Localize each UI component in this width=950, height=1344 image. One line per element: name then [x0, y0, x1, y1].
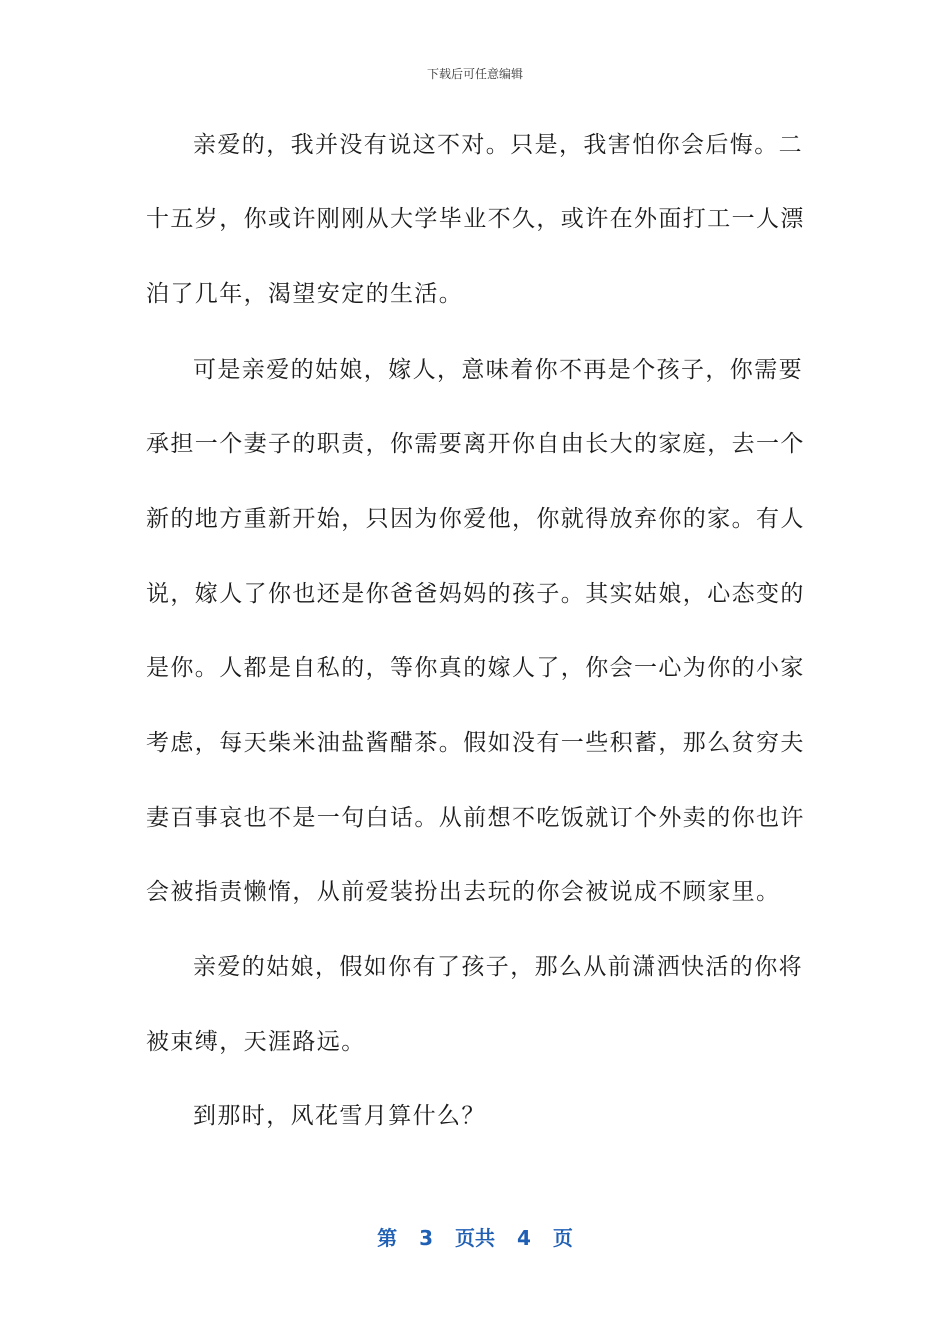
paragraph-line: 承担一个妻子的职责，你需要离开你自由长大的家庭，去一个 [146, 431, 805, 457]
page-header: 下载后可任意编辑 [426, 67, 523, 81]
paragraph-line: 说，嫁人了你也还是你爸爸妈妈的孩子。其实姑娘，心态变的 [146, 581, 805, 607]
paragraph-line: 可是亲爱的姑娘，嫁人，意味着你不再是个孩子，你需要 [193, 357, 803, 383]
footer-label-of: 页共 [455, 1226, 495, 1250]
page-footer [0, 1224, 950, 1252]
paragraph-line: 会被指责懒惰，从前爱装扮出去玩的你会被说成不顾家里。 [146, 879, 781, 905]
footer-label-page: 第 [377, 1226, 398, 1250]
paragraph-line: 到那时，风花雪月算什么？ [193, 1103, 486, 1129]
footer-current-page: 3 [419, 1226, 433, 1250]
paragraph-line: 被束缚，天涯路远。 [146, 1029, 366, 1055]
paragraph-line: 亲爱的姑娘，假如你有了孩子，那么从前潇洒快活的你将 [193, 954, 803, 980]
paragraph-line: 亲爱的，我并没有说这不对。只是，我害怕你会后悔。二 [193, 132, 803, 158]
footer-label-end: 页 [552, 1226, 573, 1250]
paragraph-line: 是你。人都是自私的，等你真的嫁人了，你会一心为你的小家 [146, 655, 805, 681]
paragraph-line: 十五岁，你或许刚刚从大学毕业不久，或许在外面打工一人漂 [146, 206, 805, 232]
paragraph-line: 新的地方重新开始，只因为你爱他，你就得放弃你的家。有人 [146, 506, 805, 532]
paragraph-line: 考虑，每天柴米油盐酱醋茶。假如没有一些积蓄，那么贫穷夫 [146, 730, 805, 756]
footer-total-pages: 4 [517, 1226, 531, 1250]
paragraph-line: 泊了几年，渴望安定的生活。 [146, 281, 464, 307]
paragraph-line: 妻百事哀也不是一句白话。从前想不吃饭就订个外卖的你也许 [146, 805, 805, 831]
